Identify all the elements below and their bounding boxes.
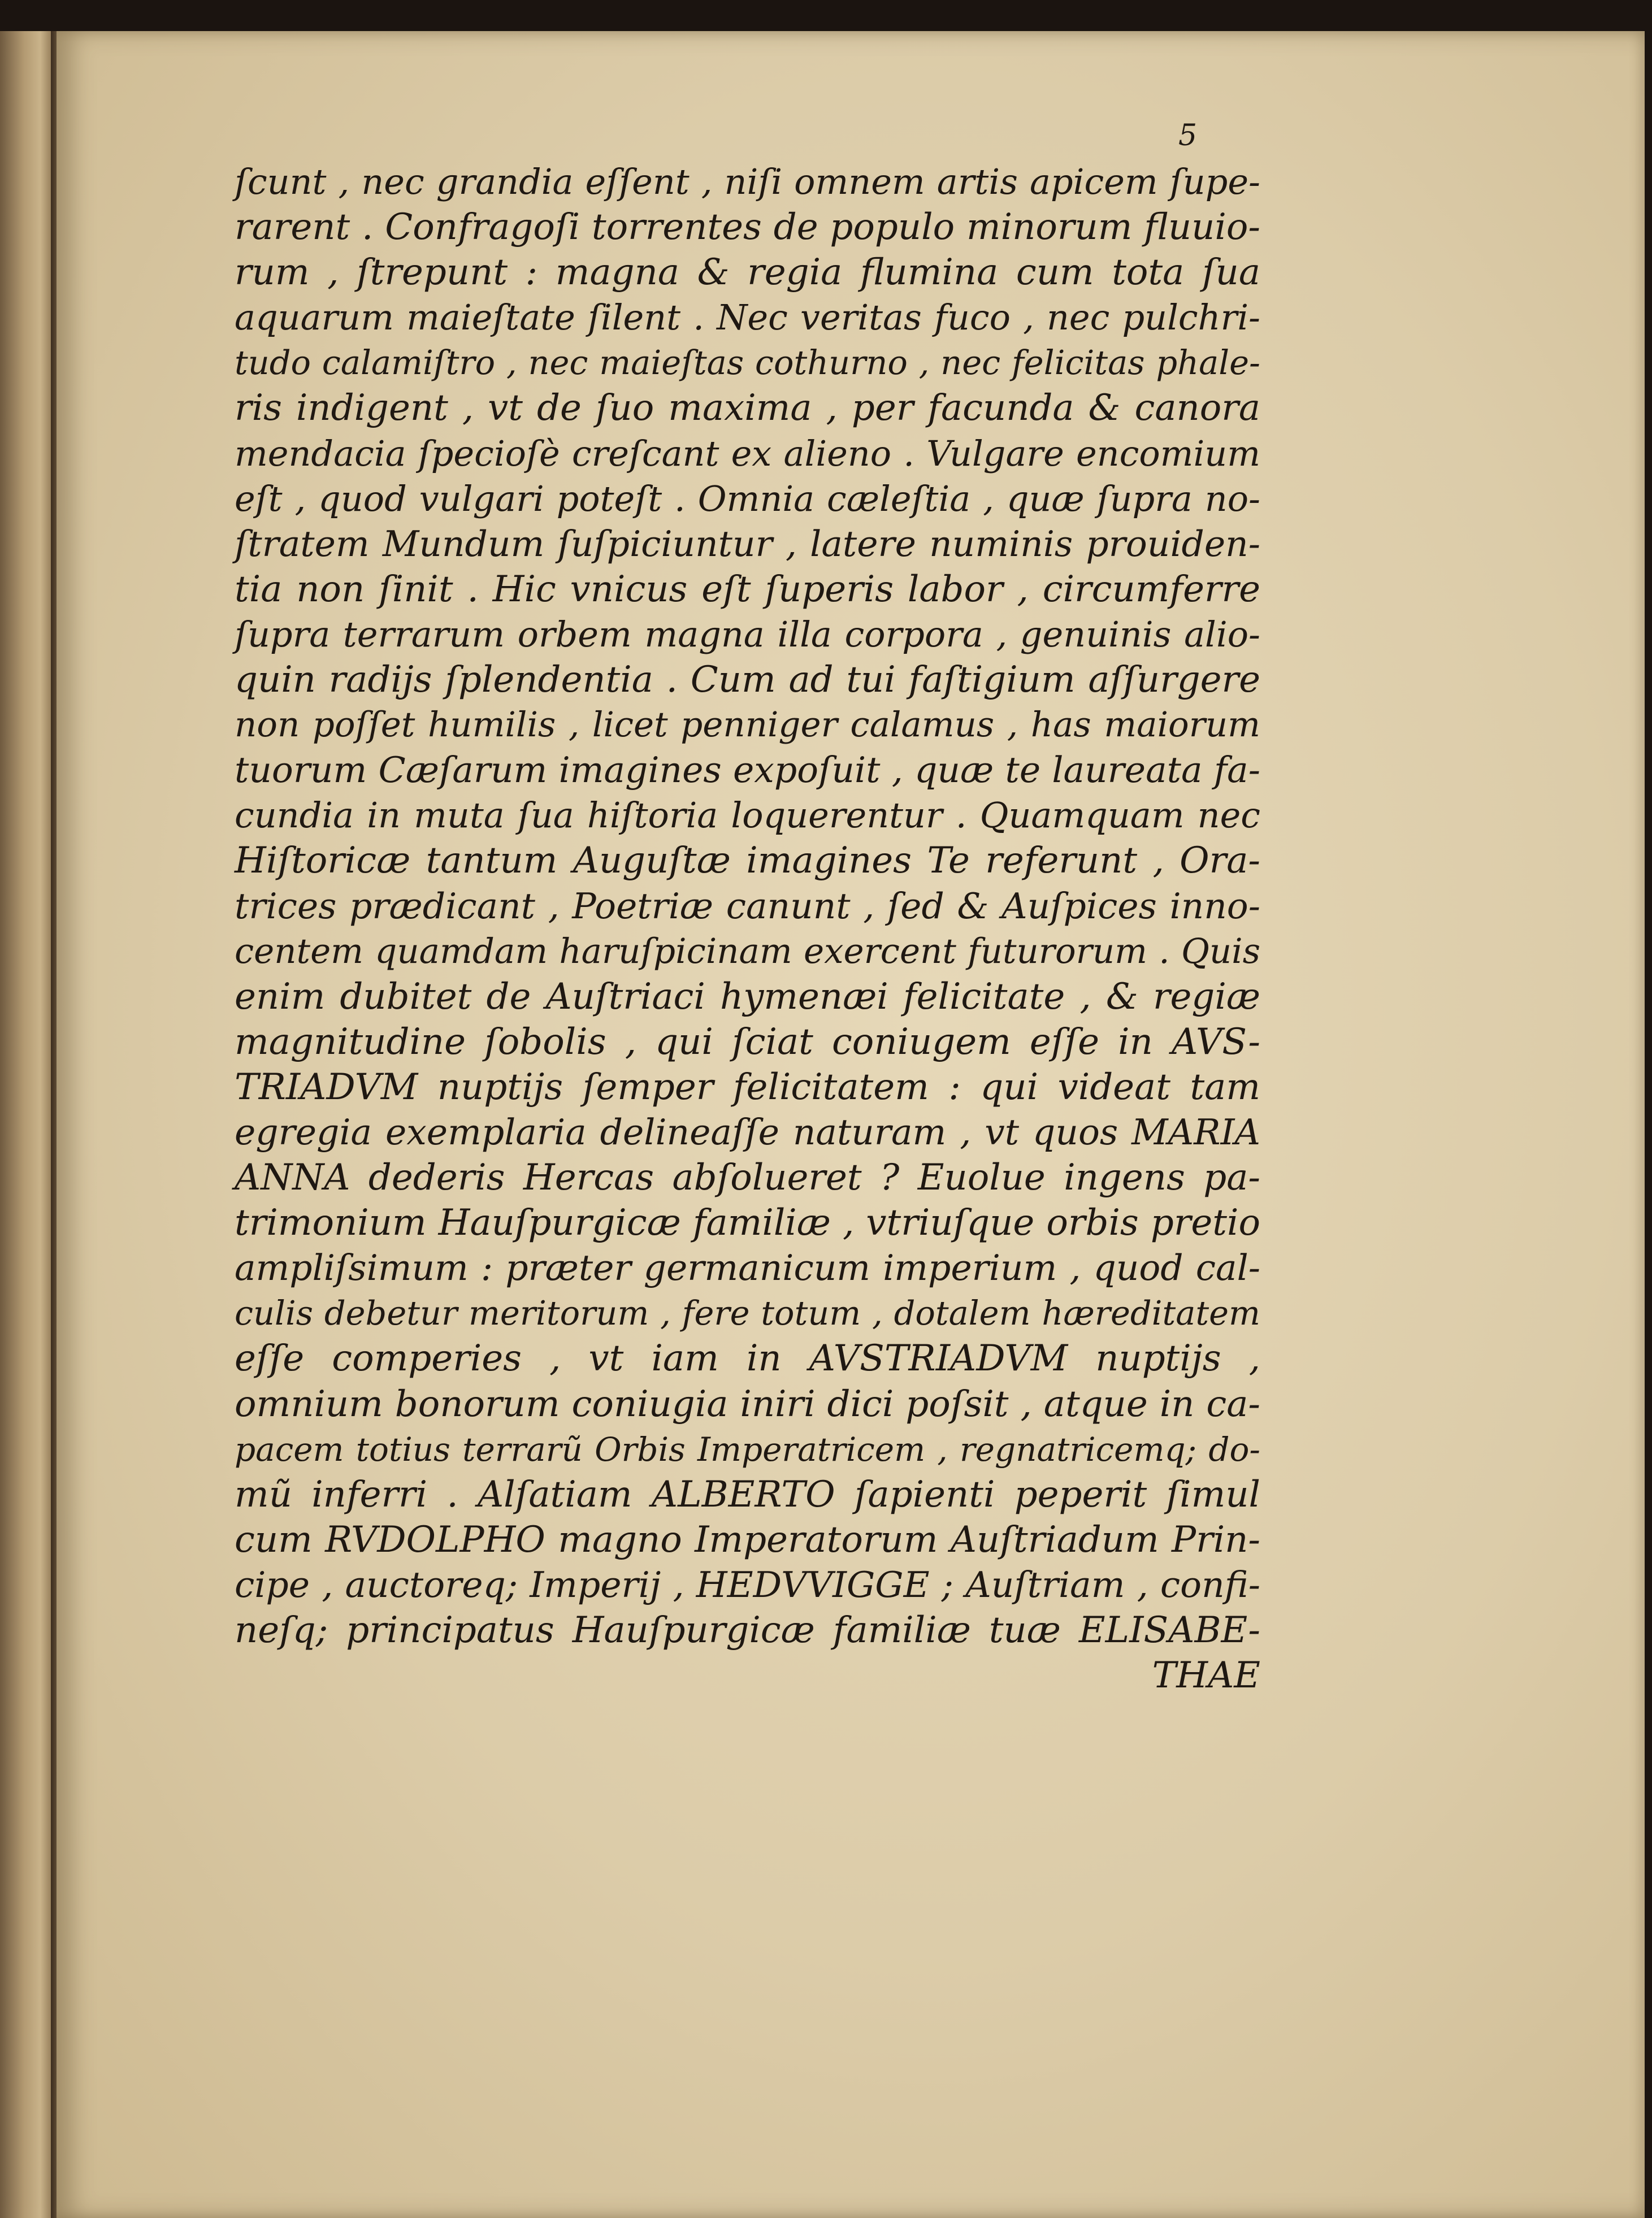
page-number: 5 (1178, 119, 1198, 153)
text-line: TRIADVM nuptijs ſemper felicitatem : qui videat tam (235, 1066, 1260, 1108)
text-line: ſupra terrarum orbem magna illa corpora , genuinis alio- (235, 613, 1260, 655)
text-line: quin radijs ſplendentia . Cum ad tui faſtigium aſſurgere (235, 659, 1260, 701)
text-line: tudo calamiſtro , nec maieſtas cothurno , nec felicitas phale- (235, 343, 1260, 383)
text-line: ſcunt , nec grandia eſſent , niſi omnem artis apicem ſupe- (235, 161, 1260, 202)
text-line: ſtratem Mundum ſuſpiciuntur , latere numinis prouiden- (235, 523, 1260, 565)
previous-page-edge (0, 31, 54, 2218)
text-line: tuorum Cæſarum imagines expoſuit , quæ te laureata fa- (235, 749, 1260, 791)
body-text (235, 159, 1260, 1698)
text-line: pacem totius terrarũ Orbis Imperatricem , regnatricemq; do- (235, 1430, 1260, 1469)
text-line: non poſſet humilis , licet penniger calamus , has maiorum (235, 705, 1260, 745)
text-line: egregia exemplaria delineaſſe naturam , vt quos MARIA (235, 1111, 1260, 1153)
text-line: omnium bonorum coniugia iniri dici poſsit , atque in ca- (235, 1383, 1260, 1425)
text-line: eſt , quod vulgari poteſt . Omnia cæleſtia , quæ ſupra no- (235, 478, 1260, 519)
text-line: mũ inferri . Alſatiam ALBERTO ſapienti peperit ſimul (235, 1473, 1260, 1516)
text-line: aquarum maieſtate ſilent . Nec veritas fuco , nec pulchri- (235, 297, 1260, 338)
catchword: THAE (1152, 1655, 1260, 1697)
text-line: trimonium Hauſpurgicæ familiæ , vtriuſque orbis pretio (235, 1202, 1260, 1244)
text-line: ampliſsimum : præter germanicum imperium , quod cal- (235, 1247, 1260, 1289)
text-line: tia non ſinit . Hic vnicus eſt ſuperis labor , circumferre (235, 568, 1260, 610)
text-line: ANNA dederis Hercas abſolueret ? Euolue ingens pa- (235, 1157, 1260, 1199)
text-line: rarent . Confragoſi torrentes de populo minorum fluuio- (235, 206, 1260, 249)
text-line: cum RVDOLPHO magno Imperatorum Auſtriadum Prin- (235, 1518, 1260, 1561)
text-line: centem quamdam haruſpicinam exercent futurorum . Quis (235, 931, 1260, 971)
text-line: mendacia ſpecioſè creſcant ex alieno . Vulgare encomium (235, 432, 1260, 474)
text-line: neſq; principatus Hauſpurgicæ familiæ tuæ ELISABE- (235, 1609, 1260, 1651)
text-line: Hiſtoricæ tantum Auguſtæ imagines Te referunt , Ora- (235, 840, 1260, 882)
text-line: enim dubitet de Auſtriaci hymenæi felicitate , & regiæ (235, 975, 1260, 1018)
text-line: eſſe comperies , vt iam in AVSTRIADVM nuptijs , (235, 1338, 1260, 1380)
text-line: ris indigent , vt de ſuo maxima , per facunda & canora (235, 387, 1260, 429)
text-line: rum , ſtrepunt : magna & regia flumina cum tota ſua (235, 251, 1260, 294)
text-line: cundia in muta ſua hiſtoria loquerentur . Quamquam nec (235, 795, 1260, 836)
text-line: magnitudine ſobolis , qui ſciat coniugem eſſe in AVS- (235, 1021, 1260, 1063)
text-line: trices prædicant , Poetriæ canunt , ſed & Auſpices inno- (235, 885, 1260, 927)
text-line: cipe , auctoreq; Imperij , HEDVVIGGE ; Auſtriam , confi- (235, 1564, 1260, 1605)
text-line: culis debetur meritorum , fere totum , dotalem hæreditatem (235, 1294, 1260, 1333)
